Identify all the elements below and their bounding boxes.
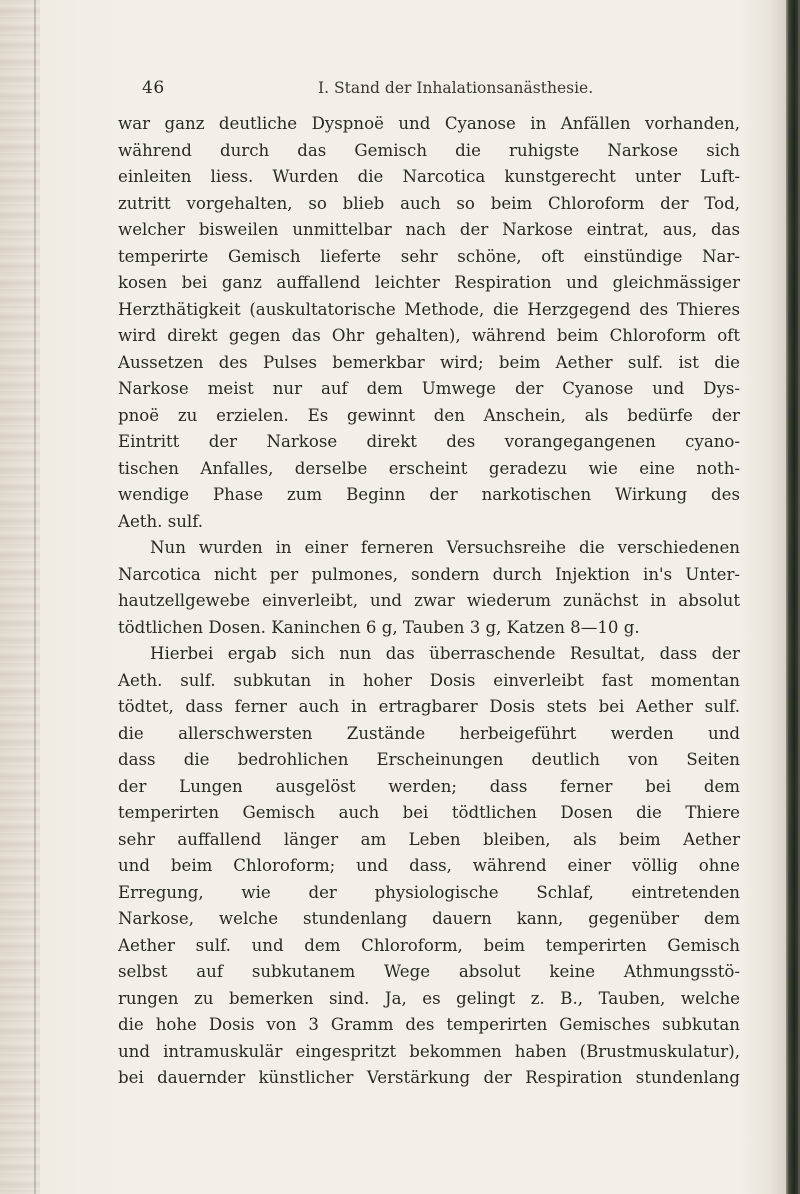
body-text: [118, 111, 740, 1092]
text-line: zutritt vorgehalten, so blieb auch so beim Chloroform der Tod,: [118, 193, 740, 213]
text-line: hautzellgewebe einverleibt, und zwar wiederum zunächst in absolut: [118, 591, 740, 610]
running-head: I. Stand der Inhalationsanästhesie.: [318, 79, 594, 97]
text-line: temperirten Gemisch auch bei tödtlichen Dosen die Thiere: [118, 803, 740, 822]
text-line: tischen Anfalles, derselbe erscheint geradezu wie eine noth-: [118, 458, 740, 478]
text-line: Narcotica nicht per pulmones, sondern durch Injektion in's Unter-: [118, 564, 740, 584]
text-line: Herzthätigkeit (auskultatorische Methode, die Herzgegend des Thieres: [118, 299, 740, 319]
text-line: Aeth. sulf. subkutan in hoher Dosis einverleibt fast momentan: [118, 670, 740, 690]
text-line: selbst auf subkutanem Wege absolut keine Athmungsstö-: [118, 962, 740, 981]
text-line: der Lungen ausgelöst werden; dass ferner bei dem: [118, 776, 740, 796]
text-line: Eintritt der Narkose direkt des vorangegangenen cyano-: [118, 432, 740, 451]
text-line: und intramuskulär eingespritzt bekommen haben (Brustmuskulatur),: [118, 1041, 740, 1061]
text-line: die hohe Dosis von 3 Gramm des temperirten Gemisches subkutan: [118, 1015, 740, 1034]
text-line: tödtet, dass ferner auch in ertragbarer Dosis stets bei Aether sulf.: [118, 697, 740, 716]
text-line: Aether sulf. und dem Chloroform, beim temperirten Gemisch: [118, 935, 740, 955]
text-line: und beim Chloroform; und dass, während einer völlig ohne: [118, 856, 740, 875]
text-line: dass die bedrohlichen Erscheinungen deutlich von Seiten: [118, 750, 740, 769]
text-line: Hierbei ergab sich nun das überraschende Resultat, dass der: [150, 644, 740, 663]
page-number: 46: [142, 78, 165, 98]
text-line: die allerschwersten Zustände herbeigeführt werden und: [118, 723, 740, 743]
text-line: pnoë zu erzielen. Es gewinnt den Anschein, als bedürfe der: [118, 405, 740, 425]
text-line: sehr auffallend länger am Leben bleiben, als beim Aether: [118, 829, 740, 849]
text-line: kosen bei ganz auffallend leichter Respiration und gleichmässiger: [118, 273, 740, 292]
left-gutter-scan-edge: [0, 0, 40, 1194]
text-line: einleiten liess. Wurden die Narcotica kunstgerecht unter Luft-: [118, 167, 740, 186]
left-page-edge: [34, 0, 36, 1194]
text-line: während durch das Gemisch die ruhigste Narkose sich: [118, 140, 740, 160]
text-line: wird direkt gegen das Ohr gehalten), während beim Chloroform oft: [118, 326, 740, 345]
text-line: tödtlichen Dosen. Kaninchen 6 g, Tauben 3 g, Katzen 8—10 g.: [118, 617, 640, 637]
text-line: war ganz deutliche Dyspnoë und Cyanose in Anfällen vorhanden,: [118, 114, 740, 133]
text-line: wendige Phase zum Beginn der narkotischen Wirkung des: [118, 485, 740, 504]
text-line: Narkose meist nur auf dem Umwege der Cyanose und Dys-: [118, 379, 740, 398]
text-line: temperirte Gemisch lieferte sehr schöne, oft einstündige Nar-: [118, 246, 740, 266]
text-line: Aeth. sulf.: [118, 511, 204, 531]
text-line: rungen zu bemerken sind. Ja, es gelingt z. B., Tauben, welche: [118, 988, 740, 1008]
text-line: Erregung, wie der physiologische Schlaf, eintretenden: [118, 882, 740, 902]
text-line: welcher bisweilen unmittelbar nach der Narkose eintrat, aus, das: [118, 220, 740, 239]
page-header: [118, 78, 740, 104]
right-binding-strip: [786, 0, 800, 1194]
text-line: bei dauernder künstlicher Verstärkung der Respiration stundenlang: [118, 1068, 740, 1087]
text-line: Aussetzen des Pulses bemerkbar wird; beim Aether sulf. ist die: [118, 352, 740, 372]
text-line: Narkose, welche stundenlang dauern kann, gegenüber dem: [118, 909, 740, 928]
binding-cloth: [788, 0, 798, 1194]
text-line: Nun wurden in einer ferneren Versuchsreihe die verschiedenen: [150, 538, 740, 557]
